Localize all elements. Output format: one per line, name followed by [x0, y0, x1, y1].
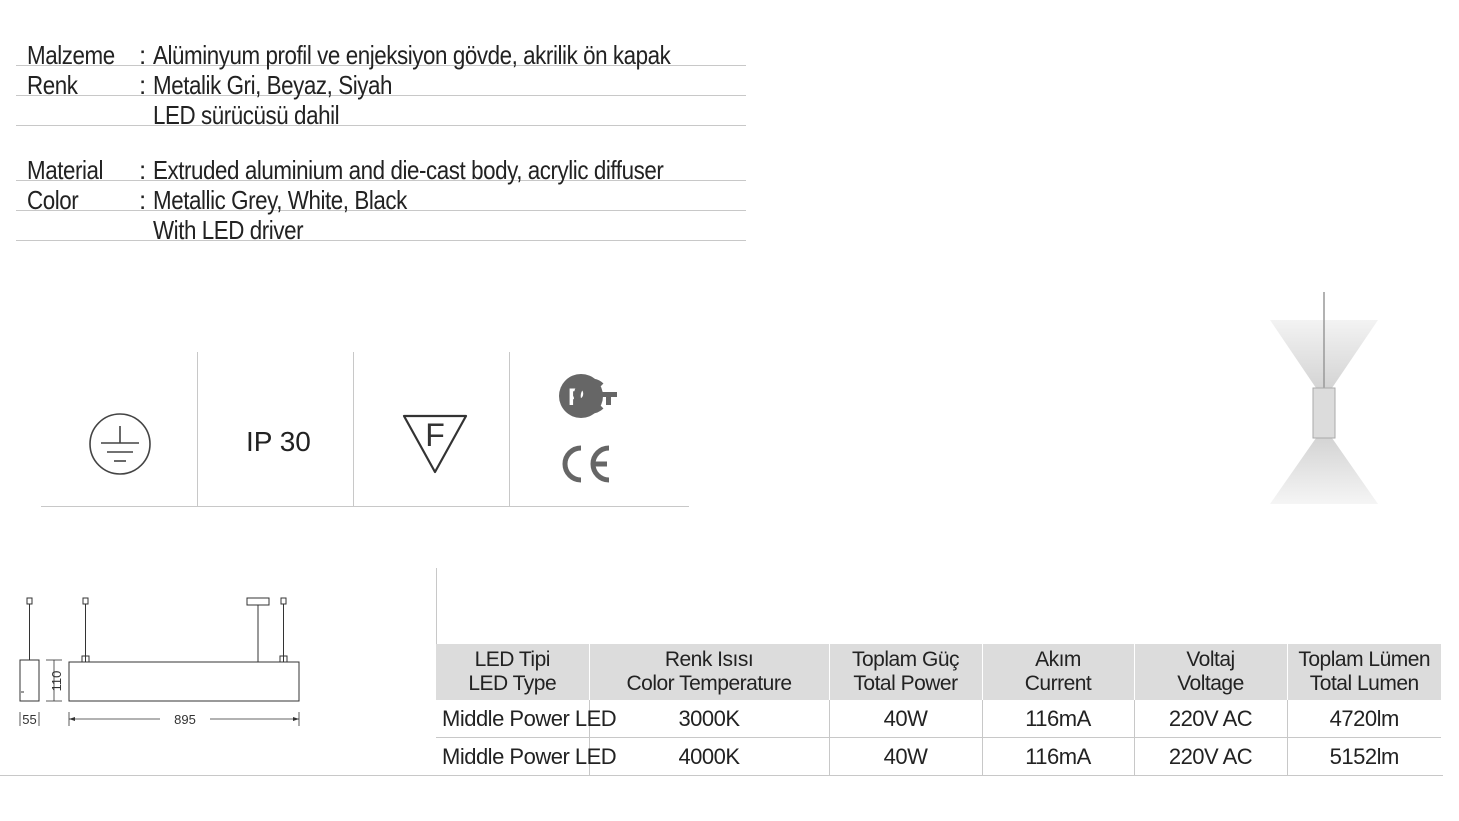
pct-mark-icon: [557, 372, 619, 420]
dimension-drawing: [0, 580, 330, 740]
table-row: [436, 738, 1441, 776]
cell-led-type: Middle Power LED: [436, 700, 589, 738]
header-led-type: LED Tipi LED Type: [436, 644, 589, 700]
table-divider: [436, 568, 437, 648]
spec-label: Malzeme: [27, 40, 115, 70]
cell-color-temperature: 4000K: [589, 738, 829, 776]
spec-block-tr: [16, 36, 746, 130]
spec-value: LED sürücüsü dahil: [153, 100, 340, 130]
spec-label: Color: [27, 185, 79, 215]
spec-row-driver-en: [16, 211, 746, 245]
icon-divider: [197, 352, 198, 506]
header-total-power: Toplam Güç Total Power: [829, 644, 982, 700]
spec-value: Metallic Grey, White, Black: [153, 185, 407, 215]
spec-row-driver-tr: [16, 96, 746, 130]
cell-current: 116mA: [982, 700, 1134, 738]
spec-value: Metalik Gri, Beyaz, Siyah: [153, 70, 393, 100]
header-current: Akım Current: [982, 644, 1134, 700]
spec-row-material-en: [16, 151, 746, 185]
spec-separator: :: [139, 40, 146, 70]
spec-value: Extruded aluminium and die-cast body, acrylic diffuser: [153, 155, 664, 185]
bottom-rule: [0, 775, 1443, 776]
icon-divider: [353, 352, 354, 506]
ce-mark-icon: [559, 444, 615, 488]
svg-text:P: P: [568, 384, 585, 411]
header-color-temperature: Renk Isısı Color Temperature: [589, 644, 829, 700]
spec-value: Alüminyum profil ve enjeksiyon gövde, akrilik ön kapak: [153, 40, 671, 70]
dimension-width: 55: [22, 712, 37, 727]
spec-row-material-tr: [16, 36, 746, 70]
cell-voltage: 220V AC: [1134, 738, 1287, 776]
table-row: [436, 700, 1441, 738]
spec-separator: :: [139, 70, 146, 100]
cell-current: 116mA: [982, 738, 1134, 776]
header-voltage: Voltaj Voltage: [1134, 644, 1287, 700]
light-distribution-illustration: [1266, 290, 1382, 506]
spec-row-color-tr: [16, 66, 746, 100]
f-mark-icon: [402, 412, 468, 476]
header-total-lumen: Toplam Lümen Total Lumen: [1287, 644, 1441, 700]
cell-total-power: 40W: [829, 700, 982, 738]
spec-separator: :: [139, 185, 146, 215]
table-header-row: [436, 644, 1441, 700]
cell-total-lumen: 5152lm: [1287, 738, 1441, 776]
dimension-length: 895: [174, 712, 196, 727]
icon-divider: [509, 352, 510, 506]
ip-rating-label: IP 30: [246, 426, 311, 457]
dimension-height: 110: [49, 670, 64, 692]
cell-led-type: Middle Power LED: [436, 738, 589, 776]
spec-label: Material: [27, 155, 104, 185]
certification-icons-row: [41, 352, 689, 507]
spec-block-en: [16, 151, 746, 245]
spec-value: With LED driver: [153, 215, 304, 245]
cell-color-temperature: 3000K: [589, 700, 829, 738]
spec-row-color-en: [16, 181, 746, 215]
spec-separator: :: [139, 155, 146, 185]
led-spec-table: [436, 644, 1441, 776]
cell-voltage: 220V AC: [1134, 700, 1287, 738]
cell-total-lumen: 4720lm: [1287, 700, 1441, 738]
cell-total-power: 40W: [829, 738, 982, 776]
earth-ground-icon: [87, 412, 153, 476]
f-mark-letter: F: [425, 417, 445, 453]
spec-label: Renk: [27, 70, 78, 100]
